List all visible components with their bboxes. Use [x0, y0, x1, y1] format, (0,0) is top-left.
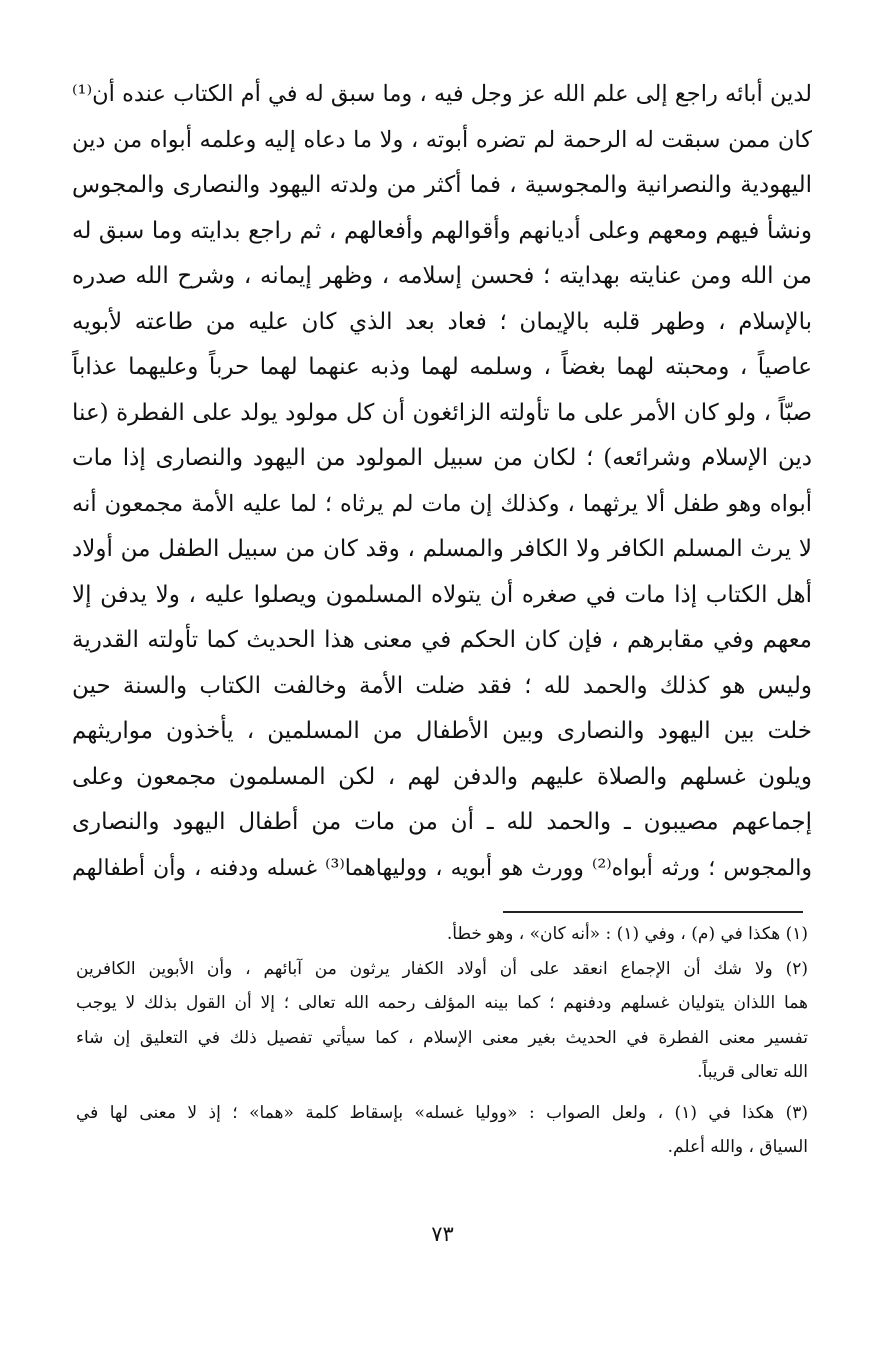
- text-line: أهل الكتاب إذا مات في صغره أن يتولاه المسلمون ويصلوا عليه ، ولا يدفن إلا: [72, 581, 812, 608]
- text-line: ونشأ فيهم ومعهم وعلى أديانهم وأقوالهم وأفعالهم ، ثم راجع بدايته وما سبق له: [72, 217, 812, 244]
- text-line: إجماعهم مصيبون ـ والحمد لله ـ أن من مات من أطفال اليهود والنصارى: [72, 809, 812, 835]
- text-line: دين الإسلام وشرائعه) ؛ لكان من سبيل المولود من اليهود والنصارى إذا مات: [72, 445, 812, 471]
- text-line: خلت بين اليهود والنصارى وبين الأطفال من المسلمين ، يأخذون مواريثهم: [72, 718, 812, 744]
- page-number: ٧٣: [431, 1222, 454, 1246]
- text-line: اليهودية والنصرانية والمجوسية ، فما أكثر من ولدته اليهود والنصارى والمجوس: [72, 172, 812, 198]
- text-line: وليس هو كذلك والحمد لله ؛ فقد ضلت الأمة وخالفت الكتاب والسنة حين: [72, 672, 812, 699]
- main-text: [72, 72, 812, 891]
- footnotes: [76, 917, 808, 1165]
- footnote-line: السياق ، والله أعلم.: [667, 1137, 808, 1157]
- text-line: لا يرث المسلم الكافر ولا الكافر والمسلم ، وقد كان من سبيل الطفل من أولاد: [72, 536, 812, 562]
- footnote-line: (٢) ولا شك أن الإجماع انعقد على أن أولاد الكفار يرثون من آبائهم ، وأن الأبوين الكافرين: [76, 958, 808, 979]
- text-line: معهم وفي مقابرهم ، فإن كان الحكم في معنى هذا الحديث كما تأولته القدرية: [72, 627, 812, 653]
- footnote-line: الله تعالى قريباً.: [697, 1062, 808, 1082]
- text-line: كان ممن سبقت له الرحمة لم تضره أبوته ، ولا ما دعاه إليه وعلمه أبواه من دين: [72, 126, 812, 153]
- text-line: عاصياً ، ومحبته لهما بغضاً ، وسلمه لهما وذبه عنهما لهما حرباً وعليهما عذاباً: [72, 354, 812, 380]
- footnote-line: (٣) هكذا في (١) ، ولعل الصواب : «ووليا غسله» بإسقاط كلمة «هما» ؛ إذ لا معنى لها في: [76, 1102, 808, 1123]
- footnote-line: (١) هكذا في (م) ، وفي (١) : «أنه كان» ، وهو خطأ.: [446, 924, 808, 944]
- text-line: بالإسلام ، وطهر قلبه بالإيمان ؛ فعاد بعد الذي كان عليه من طاعته لأبويه: [72, 308, 812, 335]
- text-line: والمجوس ؛ ورثه أبواه⁽²⁾ وورث هو أبويه ، ووليهاهما⁽³⁾ غسله ودفنه ، وأن أطفالهم: [72, 855, 812, 881]
- text-line: من الله ومن عنايته بهدايته ؛ فحسن إسلامه ، وظهر إيمانه ، وشرح الله صدره: [72, 263, 812, 289]
- footnote-separator: [503, 911, 803, 913]
- footnote-line: تفسير معنى الفطرة في الحديث بغير معنى الإسلام ، كما سيأتي تفصيل ذلك في التعليق إن شاء: [76, 1027, 808, 1048]
- footnote-line: هما اللذان يتوليان غسلهم ودفنهم ؛ كما بينه المؤلف رحمه الله تعالى ؛ إلا أن القول بذلك لا يوجب: [76, 993, 808, 1013]
- text-line: أبواه وهو طفل ألا يرثهما ، وكذلك إن مات لم يرثاه ؛ لما عليه الأمة مجمعون أنه: [72, 490, 812, 517]
- text-line: لدين أبائه راجع إلى علم الله عز وجل فيه ، وما سبق له في أم الكتاب عنده أن⁽¹⁾: [72, 81, 812, 107]
- text-line: صبّاً ، ولو كان الأمر على ما تأولته الزائغون أن كل مولود يولد على الفطرة (عنا: [72, 399, 812, 426]
- text-line: ويلون غسلهم والصلاة عليهم والدفن لهم ، لكن المسلمون مجمعون وعلى: [72, 763, 812, 790]
